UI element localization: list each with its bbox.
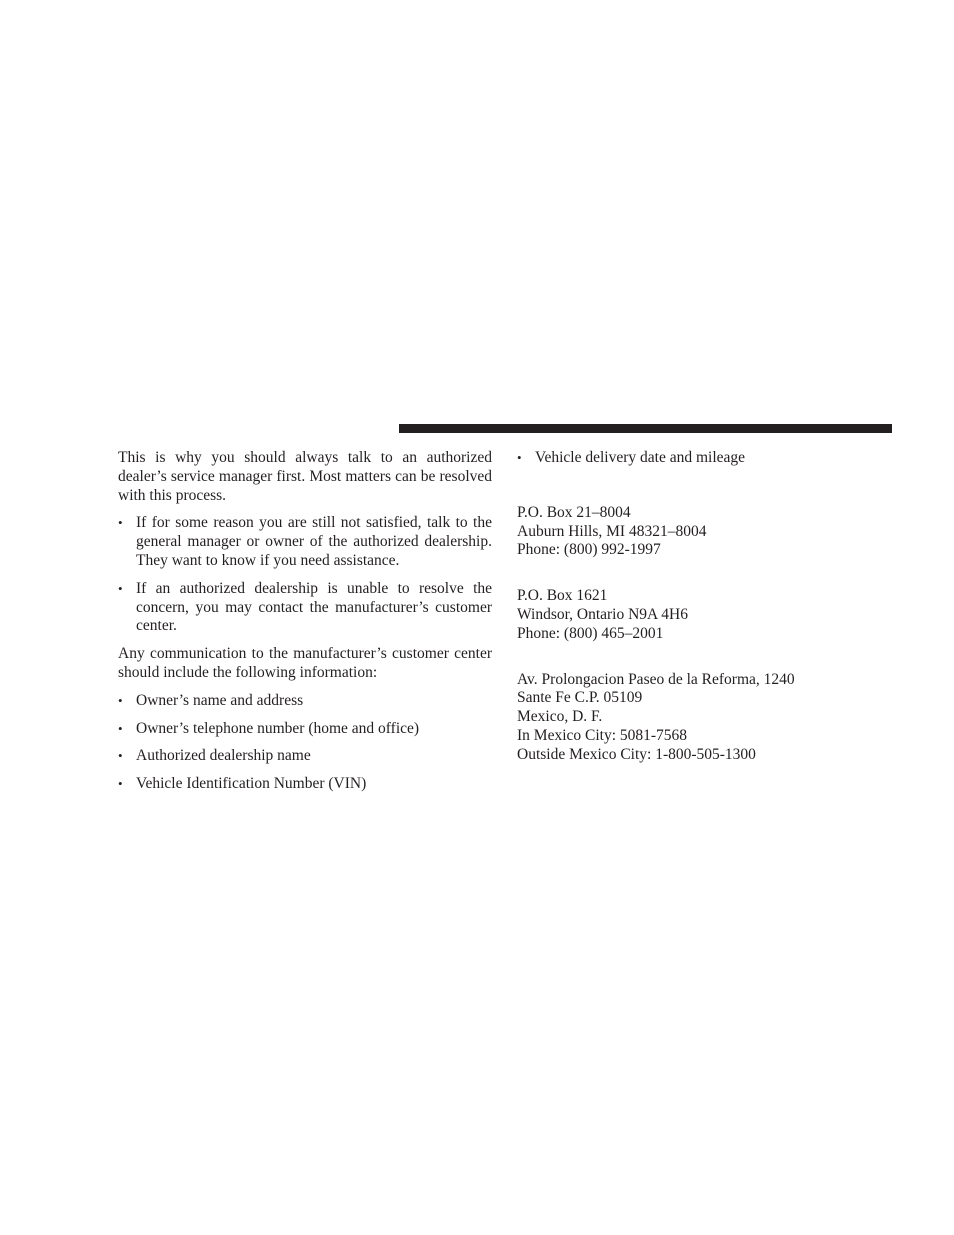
list-item-text: Owner’s telephone number (home and office): [136, 719, 420, 737]
list-item: [517, 449, 892, 468]
bullet-icon: •: [118, 515, 123, 531]
list-item-text: Vehicle delivery date and mileage: [535, 449, 746, 466]
escalation-list: [118, 514, 492, 636]
address-line: P.O. Box 21–8004: [517, 503, 631, 521]
bullet-icon: •: [118, 692, 123, 708]
mexico-address-block: [517, 671, 892, 765]
list-item-text: Authorized dealership name: [136, 747, 311, 765]
right-column: [517, 449, 892, 765]
info-list: [118, 692, 492, 794]
address-line: Auburn Hills, MI 48321–8004: [517, 522, 707, 540]
list-item: [118, 747, 492, 766]
bullet-icon: •: [118, 776, 123, 792]
bullet-icon: •: [118, 580, 123, 596]
list-item-text: Vehicle Identification Number (VIN): [136, 775, 367, 793]
bullet-icon: •: [517, 450, 522, 465]
bullet-icon: •: [118, 748, 123, 764]
phone-line: Phone: (800) 465–2001: [517, 624, 664, 642]
phone-line: In Mexico City: 5081-7568: [517, 726, 688, 744]
communication-paragraph: Any communication to the manufacturer’s customer center should include the following information:: [118, 645, 492, 681]
canada-address-block: [517, 587, 892, 643]
address-line: Windsor, Ontario N9A 4H6: [517, 605, 688, 623]
address-line: Mexico, D. F.: [517, 708, 603, 726]
list-item-text: Owner’s name and address: [136, 691, 304, 709]
left-column: [118, 449, 492, 803]
list-item: [118, 692, 492, 711]
list-item: [118, 514, 492, 570]
address-line: Av. Prolongacion Paseo de la Reforma, 1240: [517, 670, 795, 688]
list-item: [118, 775, 492, 794]
phone-line: Phone: (800) 992-1997: [517, 541, 661, 559]
bullet-icon: •: [118, 720, 123, 736]
intro-paragraph: This is why you should always talk to an authorized dealer’s service manager first. Most matters can be resolved with this process.: [118, 449, 492, 504]
info-list-continued: [517, 449, 892, 468]
list-item: [118, 720, 492, 739]
list-item-text: If an authorized dealership is unable to resolve the concern, you may contact the manufacturer’s customer center.: [136, 579, 492, 635]
list-item-text: If for some reason you are still not satisfied, talk to the general manager or owner of the authorized dealership. They want to know if you need assistance.: [136, 514, 492, 569]
address-line: Sante Fe C.P. 05109: [517, 689, 643, 707]
list-item: [118, 580, 492, 636]
section-header-rule: [399, 424, 892, 433]
phone-line: Outside Mexico City: 1-800-505-1300: [517, 745, 756, 763]
us-address-block: [517, 504, 892, 560]
address-line: P.O. Box 1621: [517, 587, 608, 605]
